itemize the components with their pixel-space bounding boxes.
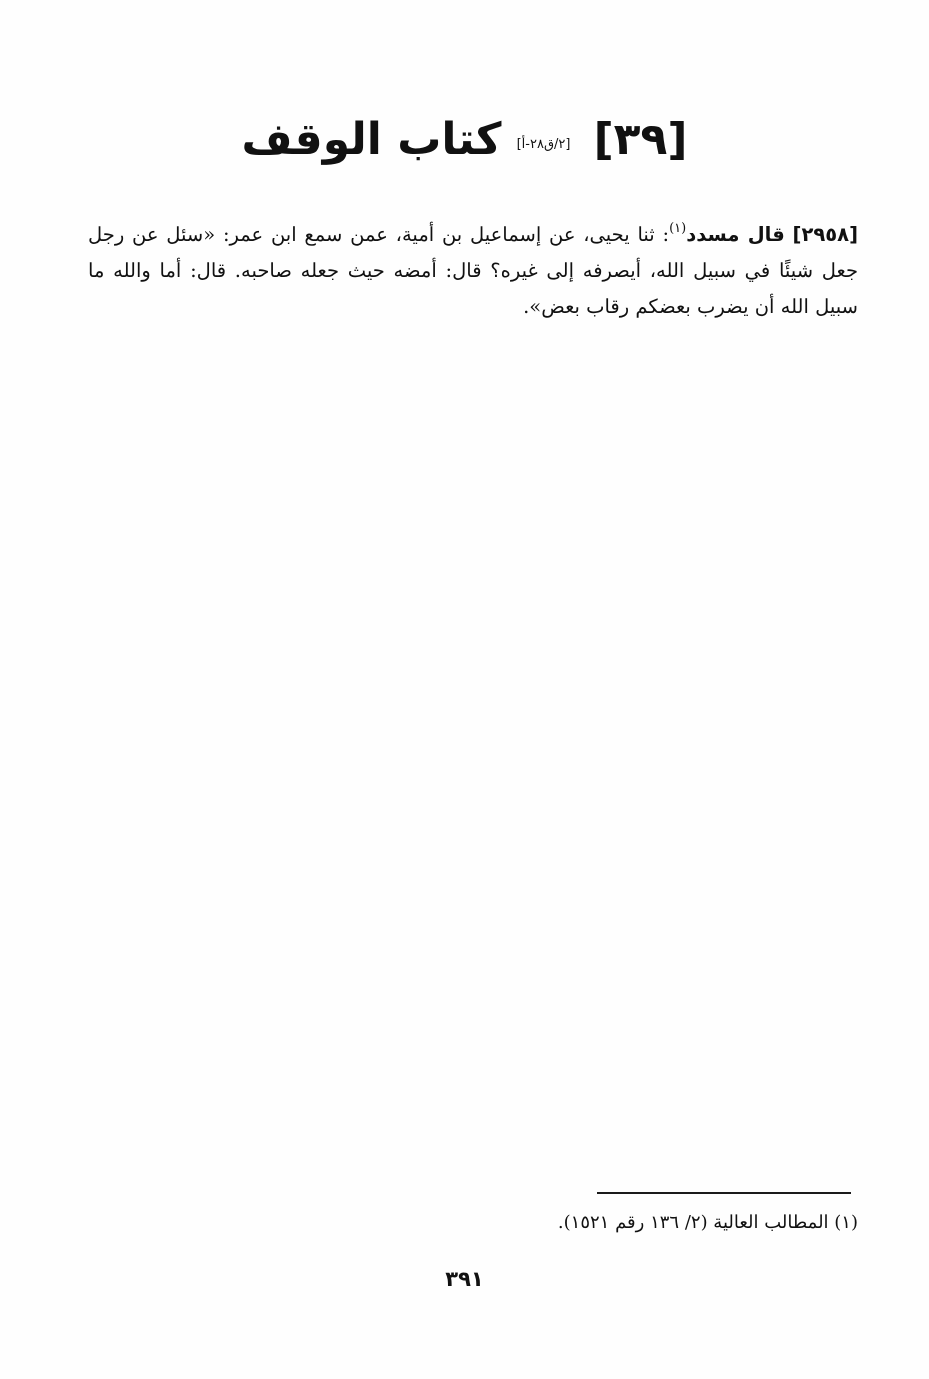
footnote-marker[interactable]: (١) [669,221,687,236]
chapter-title: كتاب الوقف [241,114,502,165]
hadith-number: [٢٩٥٨] [792,223,858,246]
manuscript-folio-reference: [٢/ق٢٨-أ] [516,137,571,152]
chapter-number: [٣٩] [593,114,688,165]
hadith-narrator: قال مسدد [686,223,785,246]
chapter-heading [0,114,929,165]
footnote-divider [597,1192,851,1194]
footnote: (١) المطالب العالية (٢/ ١٣٦ رقم ١٥٢١). [557,1212,858,1233]
hadith-text: : ثنا يحيى، عن إسماعيل بن أمية، عمن سمع ابن عمر: «سئل عن رجل جعل شيئًا في سبيل الله، أيصرفه إلى غيره؟ قال: أمضه حيث جعله صاحبه. قال: أما والله ما سبيل الله أن يضرب بعضكم رقاب بعض». [88,223,858,318]
hadith-paragraph [88,217,858,325]
page-number: ٣٩١ [445,1267,484,1291]
